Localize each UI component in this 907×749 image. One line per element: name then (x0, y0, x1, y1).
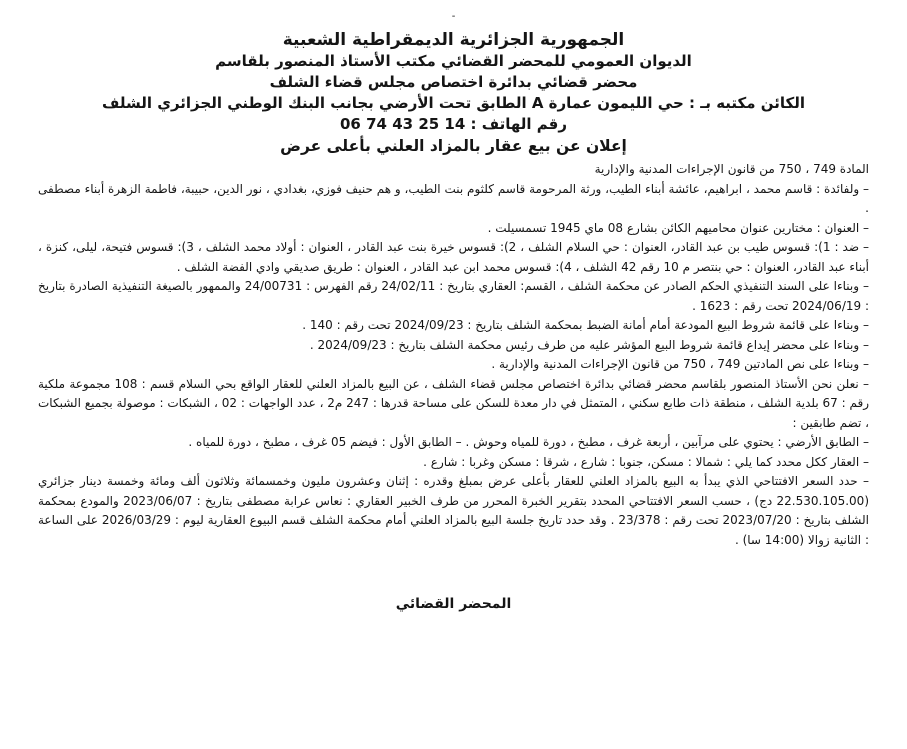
beneficiaries-paragraph: – ولفائدة : قاسم محمد ، ابراهيم، عائشة أبناء الطيب، ورثة المرحومة قاسم كلثوم بنت الطيب، و هم حنيف فوزي، بغدادي ، نور الدين، حبيبة، فاطمة الزهرة أبناء مصطفى . (38, 181, 869, 215)
office-name: الديوان العمومي للمحضر القضائي مكتب الأستاذ المنصور بلقاسم (215, 52, 692, 70)
judgment-paragraph: – وبناءا على السند التنفيذي الحكم الصادر عن محكمة الشلف ، القسم: العقاري بتاريخ : 24/02/11 رقم الفهرس : 24/00731 والممهور بالصيغة التنفيذية الصادرة بتاريخ : 2024/06/19 تحت رقم : 1623 . (38, 279, 869, 313)
articles-paragraph: – وبناءا على نص المادتين 749 ، 750 من قانون الإجراءات المدنية والإدارية . (491, 357, 869, 371)
price-and-date-paragraph: – حدد السعر الافتتاحي الذي يبدأ به البيع بالمزاد العلني للعقار بأعلى عرض بمبلغ وقدره : إثنان وعشرون مليون وخمسمائة وثلاثون ألف ومائة وخمسة دينار جزائري (22.530.105.00 دج) ، حسب السعر الافتتاحي المحدد بتقرير الخبرة المحرر من طرف الخبير العقاري : نعاس عرابة مصطفى بتاريخ : 2023/06/07 والمودع بمحكمة الشلف بتاريخ : 2023/07/20 تحت رقم : 23/378 . وقد حدد تاريخ جلسة البيع بالمزاد العلني أمام محكمة الشلف قسم البيوع العقارية ليوم : 2026/03/29 على الساعة : الثانية زوالا (14:00 سا) . (38, 474, 870, 547)
announcement-body (38, 160, 869, 550)
deposit-report-paragraph: – وبناءا على محضر إيداع قائمة شروط البيع المؤشر عليه من طرف رئيس محكمة الشلف بتاريخ : 2024/09/23 . (309, 337, 869, 352)
republic-title: الجمهورية الجزائرية الديمقراطية الشعبية (282, 30, 625, 50)
boundaries-paragraph: – العقار ككل محدد كما يلي : شمالا : مسكن، جنوبا : شارع ، شرقا : مسكن وغربا : شارع . (423, 454, 869, 469)
defendants-paragraph: – ضد : 1): قسوس طيب بن عبد القادر، العنوان : حي السلام الشلف ، 2): قسوس خيرة بنت عبد القادر ، العنوان : أولاد محمد الشلف ، 3): قسوس فتيحة، ليلى، كنزة ، أبناء عبد القادر، العنوان : حي بنتصر م 10 رقم 42 الشلف ، 4): قسوس محمد ابن عبد القادر ، العنوان : طريق صديقي وادي الفضة الشلف . (38, 240, 869, 274)
office-header (40, 30, 867, 135)
floors-paragraph: – الطابق الأرضي : يحتوي على مرآبين ، أربعة غرف ، مطبخ ، دورة للمياه وحوش . – الطابق الأول : فيضم 05 غرف ، مطبخ ، دورة للمياه . (188, 435, 869, 449)
bailiff-signature: المحضر القضائي (395, 596, 512, 612)
sale-conditions-paragraph: – وبناءا على قائمة شروط البيع المودعة أمام أمانة الضبط بمحكمة الشلف بتاريخ : 2024/09/23 تحت رقم : 140 . (302, 318, 869, 332)
office-phone: رقم الهاتف : 14 25 43 74 06 (339, 115, 567, 133)
announcement-heading (40, 136, 867, 157)
office-address: الكائن مكتبه بـ : حي الليمون عمارة A الطابق تحت الأرضي بجانب البنك الوطني الجزائري الشلف (101, 94, 806, 112)
legal-basis-paragraph: المادة 749 ، 750 من قانون الإجراءات المدنية والإدارية (594, 162, 869, 176)
office-jurisdiction: محضر قضائي بدائرة اختصاص مجلس قضاء الشلف (269, 73, 638, 91)
beneficiaries-address-paragraph: – العنوان : مختارين عنوان محاميهم الكائن بشارع 08 ماي 1945 تسمسيلت . (487, 220, 869, 235)
top-mark: - (451, 11, 456, 22)
announcement-title: إعلان عن بيع عقار بالمزاد العلني بأعلى عرض (280, 137, 627, 155)
property-description-paragraph: – نعلن نحن الأستاذ المنصور بلقاسم محضر قضائي بدائرة اختصاص مجلس قضاء الشلف ، عن البيع بالمزاد العلني للعقار الواقع بحي السلام قسم : 108 مجموعة ملكية رقم : 67 بلدية الشلف ، منطقة ذات طابع سكني ، المتمثل في دار معدة للسكن على مساحة قدرها : 247 م2 ، عدد الواجهات : 02 ، الشبكات : موصولة بجميع الشبكات ، تضم طابقين : (38, 376, 870, 430)
